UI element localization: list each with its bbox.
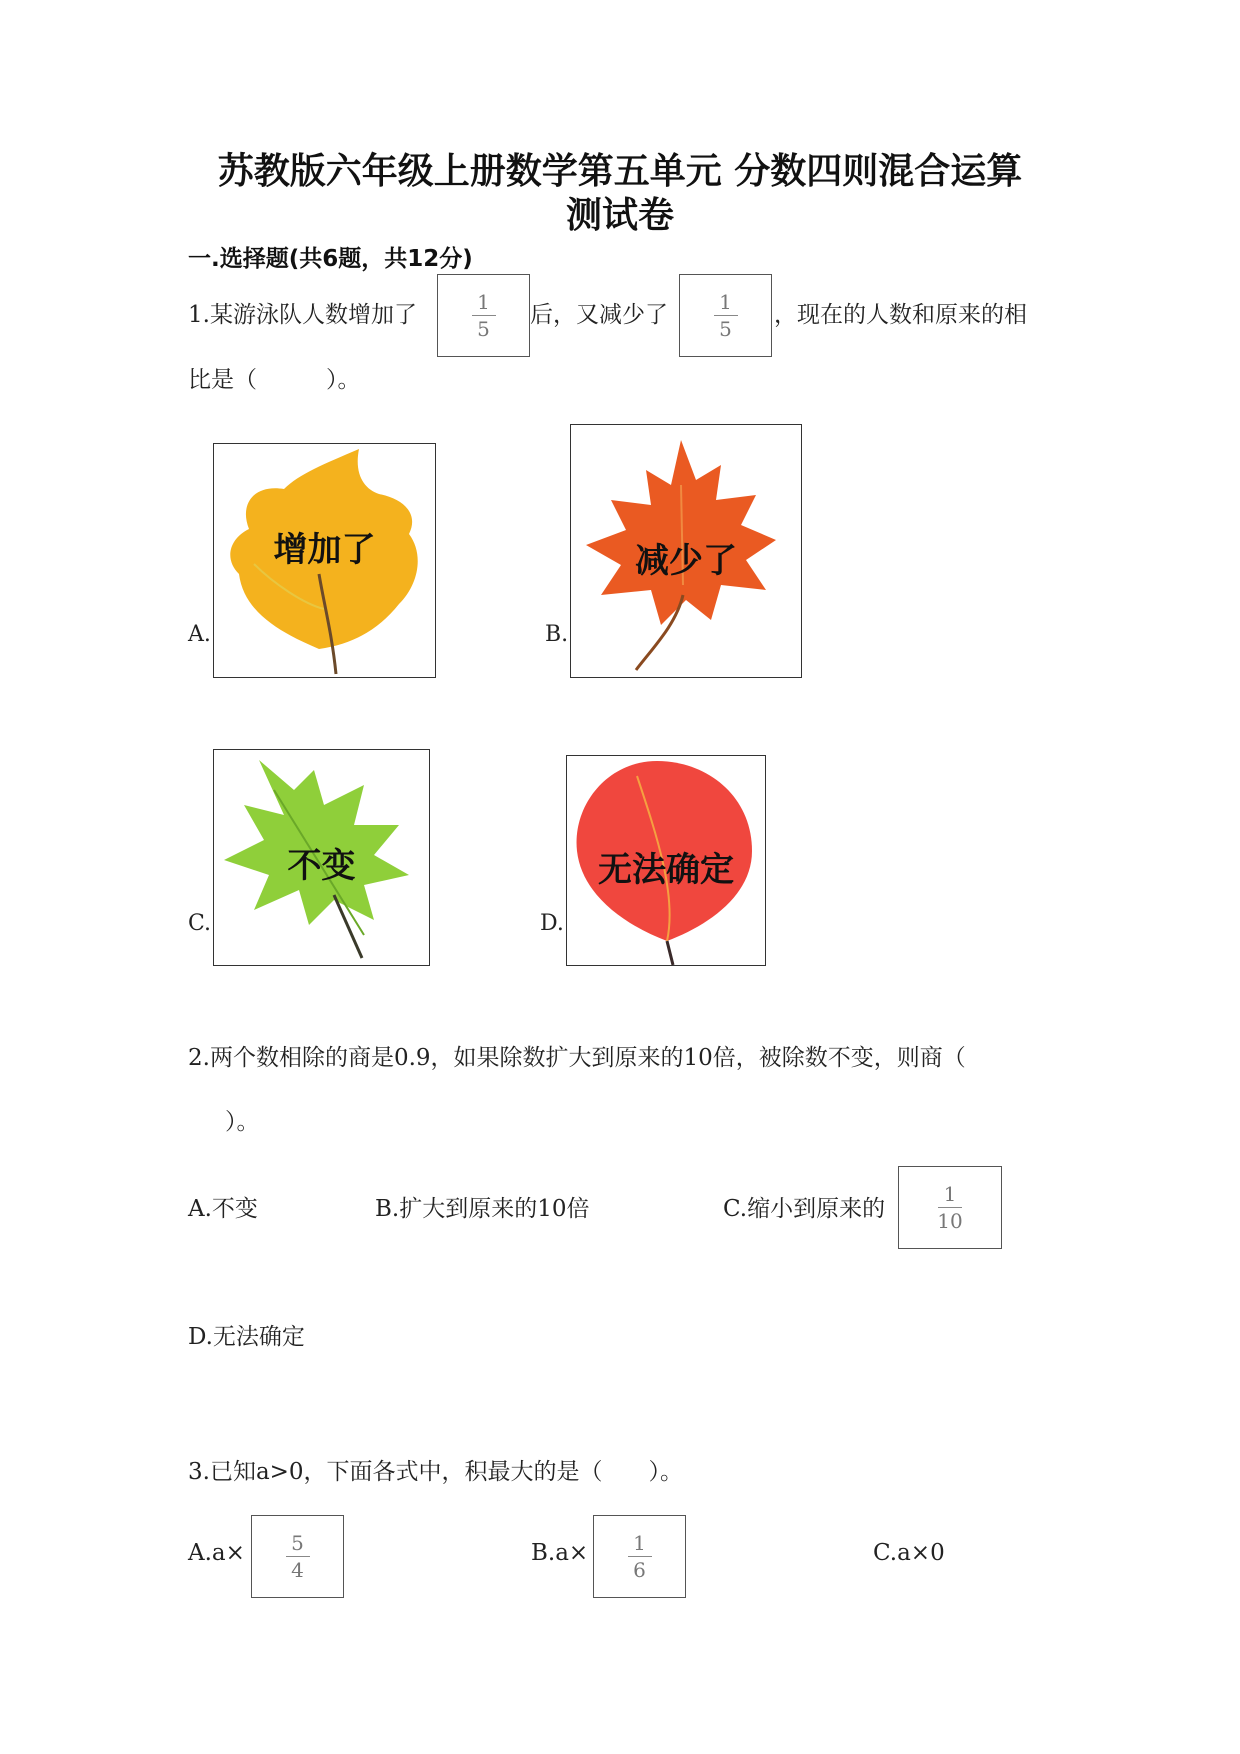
q1-option-d-letter: D. <box>540 911 564 936</box>
q1-option-a-image[interactable] <box>213 443 436 678</box>
q1-fraction-box-2 <box>679 274 772 357</box>
q1-option-a-letter: A. <box>188 622 211 647</box>
q1-fraction-2 <box>714 291 738 341</box>
q1-option-c-label: 不变 <box>287 846 356 886</box>
q3-text-line1: 3.已知a>0，下面各式中，积最大的是（ ）。 <box>188 1459 684 1485</box>
q3-option-a[interactable]: A.a× <box>188 1540 245 1566</box>
q2-option-d[interactable]: D.无法确定 <box>188 1324 305 1350</box>
page-title-line2: 测试卷 <box>565 195 674 236</box>
fraction-denominator: 4 <box>291 1558 304 1583</box>
q1-text-line2: 比是（ ）。 <box>188 367 361 393</box>
fraction-bar <box>714 315 738 317</box>
q1-option-d-label: 无法确定 <box>598 850 734 890</box>
q1-fraction-1 <box>472 291 496 341</box>
fraction-denominator: 5 <box>719 317 732 342</box>
fraction-numerator: 5 <box>291 1530 304 1555</box>
q2-option-c-fraction-box <box>898 1166 1002 1249</box>
q1-option-a-label: 增加了 <box>273 530 376 570</box>
fraction-numerator: 1 <box>943 1181 957 1206</box>
fraction-bar <box>628 1556 652 1558</box>
q3-option-b-fraction-box <box>593 1515 686 1598</box>
q2-text-line1: 2.两个数相除的商是0.9，如果除数扩大到原来的10倍，被除数不变，则商（ <box>188 1045 966 1071</box>
q1-option-b-label: 减少了 <box>635 541 737 581</box>
q2-option-c-fraction <box>937 1183 962 1233</box>
fraction-bar <box>286 1556 310 1558</box>
q1-fraction-box-1 <box>437 274 530 357</box>
fraction-denominator: 6 <box>633 1558 646 1583</box>
q1-text-part1: 1.某游泳队人数增加了 <box>188 302 417 328</box>
q2-option-c[interactable]: C.缩小到原来的 <box>723 1196 886 1222</box>
q1-option-b-image[interactable] <box>570 424 802 678</box>
q2-option-a[interactable]: A.不变 <box>188 1196 258 1222</box>
fraction-denominator: 5 <box>477 317 490 342</box>
fraction-numerator: 1 <box>719 289 732 314</box>
q3-option-b-fraction <box>628 1532 652 1582</box>
q1-option-c-image[interactable] <box>213 749 430 966</box>
section-heading: 一.选择题(共6题，共12分) <box>188 246 473 272</box>
q1-option-d-image[interactable] <box>566 755 766 966</box>
q1-text-part3: ，现在的人数和原来的相 <box>774 302 1027 328</box>
q3-option-b[interactable]: B.a× <box>531 1540 589 1566</box>
fraction-numerator: 1 <box>477 289 490 314</box>
q3-option-a-fraction-box <box>251 1515 344 1598</box>
q3-option-a-fraction <box>286 1532 310 1582</box>
fraction-denominator: 10 <box>937 1209 963 1234</box>
q2-text-line2: ）。 <box>225 1109 260 1135</box>
fraction-numerator: 1 <box>633 1530 646 1555</box>
q3-option-c[interactable]: C.a×0 <box>873 1540 945 1566</box>
q2-option-b[interactable]: B.扩大到原来的10倍 <box>375 1196 590 1222</box>
q1-text-part2: 后，又减少了 <box>530 302 668 328</box>
q1-option-c-letter: C. <box>188 911 212 936</box>
q1-option-b-letter: B. <box>545 622 569 647</box>
fraction-bar <box>472 315 496 317</box>
page-title: 苏教版六年级上册数学第五单元 分数四则混合运算 <box>217 151 1023 192</box>
fraction-bar <box>938 1207 962 1209</box>
